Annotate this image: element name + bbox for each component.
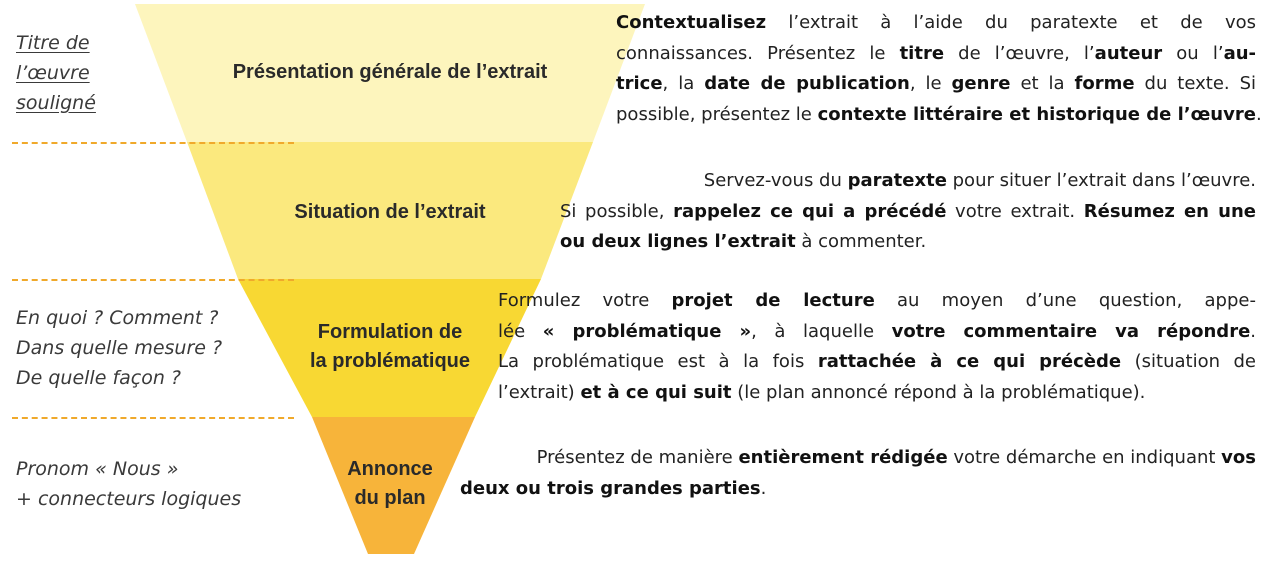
description-line: Formulez votre projet de lecture au moyen d’une question, appe- (498, 290, 1256, 311)
description-line: ou deux lignes l’extrait à commenter. (560, 231, 927, 252)
note-line: Titre de (16, 32, 90, 54)
description-line: deux ou trois grandes parties. (460, 477, 767, 499)
separator-3 (12, 417, 294, 419)
separator-1 (12, 142, 294, 144)
stage-label-line: Situation de l’extrait (294, 201, 486, 223)
note-line: De quelle façon ? (16, 367, 182, 389)
description-line: Contextualisez l’extrait à l’aide du paratexte et de vos (616, 12, 1256, 33)
description-line: connaissances. Présentez le titre de l’œuvre, l’auteur ou l’au- (616, 42, 1256, 64)
note-line: + connecteurs logiques (16, 488, 242, 510)
description-line: possible, présentez le contexte littéraire et historique de l’œuvre. (616, 103, 1262, 125)
description-line: Si possible, rappelez ce qui a précédé votre extrait. Résumez en une (560, 200, 1256, 222)
stage-label-line: la problématique (309, 350, 471, 372)
stage-label-line: Formulation de (317, 321, 463, 343)
stage-label-situation (240, 198, 540, 227)
note-line: souligné (16, 92, 96, 114)
note-line: l’œuvre (16, 62, 90, 84)
stage-label-presentation (190, 58, 590, 87)
description-line: trice, la date de publication, le genre et la forme du texte. Si (616, 73, 1257, 94)
description-problematique (498, 286, 1256, 408)
description-line: Servez-vous du paratexte pour situer l’extrait dans l’œuvre. (703, 170, 1256, 191)
description-presentation (616, 8, 1262, 130)
note-line: Dans quelle mesure ? (16, 337, 223, 359)
note-line: Pronom « Nous » (16, 458, 179, 480)
note-pronom-nous (16, 454, 241, 514)
stage-label-line: Présentation générale de l’extrait (232, 61, 548, 83)
description-line: La problématique est à la fois rattachée à ce qui précède (situation de (498, 351, 1256, 372)
separator-2 (12, 279, 294, 281)
stage-label-plan (320, 455, 460, 513)
stage-label-line: du plan (354, 487, 426, 509)
note-questions (16, 303, 222, 393)
stage-label-problematique (270, 318, 510, 376)
stage-label-line: Annonce (347, 458, 433, 480)
note-line: En quoi ? Comment ? (16, 307, 219, 329)
description-plan (460, 443, 1256, 504)
description-line: Présentez de manière entièrement rédigée votre démarche en indiquant vos (536, 447, 1256, 468)
description-line: l’extrait) et à ce qui suit (le plan annoncé répond à la problématique). (498, 381, 1146, 403)
description-line: lée « problématique », à laquelle votre commentaire va répondre. (498, 320, 1257, 342)
note-titre-oeuvre (16, 28, 96, 118)
description-situation (560, 166, 1256, 258)
